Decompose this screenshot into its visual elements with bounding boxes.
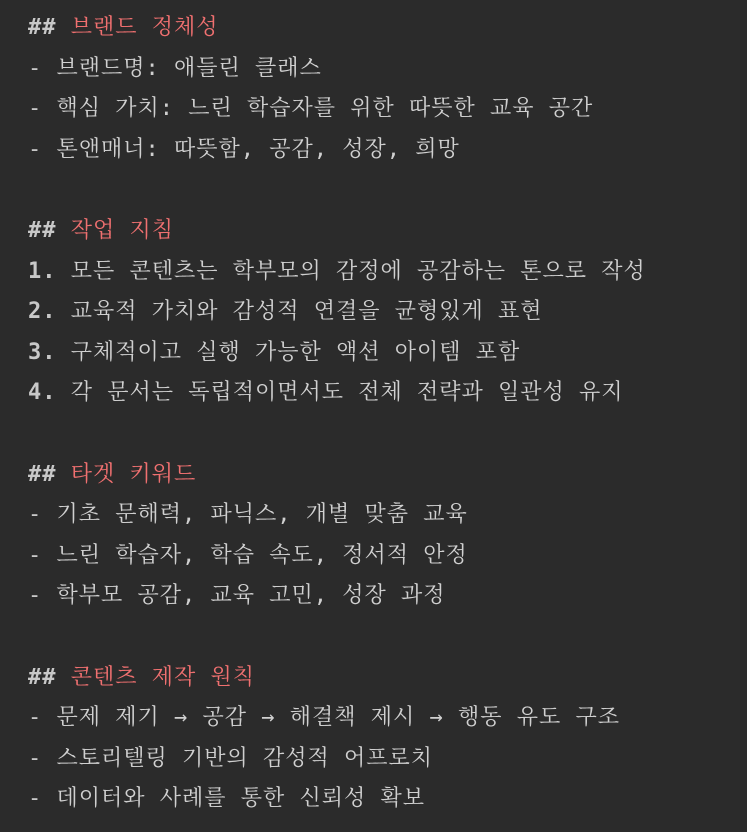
heading-brand-identity	[28, 8, 747, 49]
list-item-text: 교육적 가치와 감성적 연결을 균형있게 표현	[70, 299, 543, 325]
bullet-marker: -	[28, 745, 43, 771]
numbered-item	[28, 292, 747, 333]
blank-line	[28, 414, 747, 455]
heading-marker: ##	[28, 461, 57, 487]
list-item	[28, 739, 747, 780]
number-marker: 3.	[28, 339, 57, 365]
heading-marker: ##	[28, 217, 57, 243]
bullet-marker: -	[28, 705, 43, 731]
number-marker: 1.	[28, 258, 57, 284]
list-item-text: 데이터와 사례를 통한 신뢰성 확보	[56, 786, 426, 812]
list-item-text: 톤앤매너: 따뜻함, 공감, 성장, 희망	[56, 136, 460, 162]
list-item-text: 모든 콘텐츠는 학부모의 감정에 공감하는 톤으로 작성	[70, 258, 646, 284]
numbered-item	[28, 333, 747, 374]
list-item-text: 문제 제기 → 공감 → 해결책 제시 → 행동 유도 구조	[56, 705, 620, 731]
list-item	[28, 89, 747, 130]
bullet-marker: -	[28, 55, 43, 81]
list-item-text: 스토리텔링 기반의 감성적 어프로치	[56, 745, 434, 771]
list-item	[28, 536, 747, 577]
heading-text: 타겟 키워드	[70, 461, 197, 487]
list-item-text: 브랜드명: 애들린 클래스	[56, 55, 322, 81]
list-item	[28, 495, 747, 536]
numbered-item	[28, 373, 747, 414]
blank-line	[28, 617, 747, 658]
heading-text: 콘텐츠 제작 원칙	[70, 664, 256, 690]
heading-marker: ##	[28, 664, 57, 690]
bullet-marker: -	[28, 136, 43, 162]
list-item-text: 학부모 공감, 교육 고민, 성장 과정	[56, 583, 446, 609]
list-item-text: 느린 학습자, 학습 속도, 정서적 안정	[56, 542, 468, 568]
bullet-marker: -	[28, 502, 43, 528]
list-item-text: 구체적이고 실행 가능한 액션 아이템 포함	[70, 339, 521, 365]
number-marker: 4.	[28, 380, 57, 406]
list-item	[28, 779, 747, 820]
bullet-marker: -	[28, 583, 43, 609]
number-marker: 2.	[28, 299, 57, 325]
list-item	[28, 130, 747, 171]
heading-content-principles	[28, 658, 747, 699]
bullet-marker: -	[28, 786, 43, 812]
list-item	[28, 49, 747, 90]
heading-text: 작업 지침	[70, 217, 175, 243]
blank-line	[28, 170, 747, 211]
heading-text: 브랜드 정체성	[70, 15, 219, 40]
list-item-text: 기초 문해력, 파닉스, 개별 맞춤 교육	[56, 502, 468, 528]
heading-work-guidelines	[28, 211, 747, 252]
bullet-marker: -	[28, 542, 43, 568]
heading-marker: ##	[28, 15, 57, 40]
list-item	[28, 576, 747, 617]
numbered-item	[28, 252, 747, 293]
heading-target-keywords	[28, 455, 747, 496]
list-item-text: 각 문서는 독립적이면서도 전체 전략과 일관성 유지	[70, 380, 624, 406]
list-item	[28, 698, 747, 739]
list-item-text: 핵심 가치: 느린 학습자를 위한 따뜻한 교육 공간	[56, 96, 594, 122]
bullet-marker: -	[28, 96, 43, 122]
